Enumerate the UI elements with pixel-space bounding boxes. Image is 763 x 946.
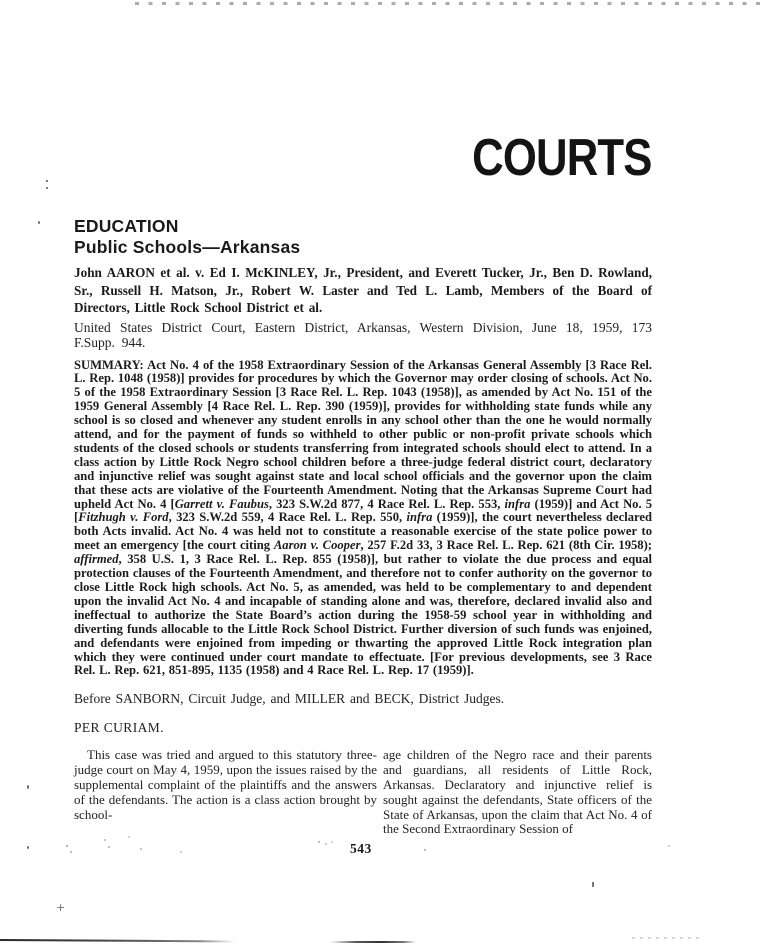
masthead (74, 129, 652, 187)
scan-speck-cluster (66, 845, 68, 847)
scan-line-artifact (0, 939, 236, 942)
case-summary: SUMMARY: Act No. 4 of the 1958 Extraordinary Session of the Arkansas General Assembly [3 Race Rel. L. Rep. 1048 (1958)] provides for procedures by which the Governor may order closing of schools. Act No. 5 of the 1958 Extraordinary Session [3 Race Rel. L. Rep. 1043 (1958)], as amended by Act No. 151 of the 1959 General Assembly [4 Race Rel. L. Rep. 390 (1959)], provides for withholding state funds while any school is so closed and whenever any student enrolls in any school other than the one he would normally attend, and for the payment of funds so withheld to other public or non-profit private schools which students of the closed schools or students transferring from integrated schools should elect to attend. In a class action by Little Rock Negro school children before a three-judge federal district court, declaratory and injunctive relief was sought against state and local school officials and the governor upon the claim that these acts are violative of the Fourteenth Amendment. Noting that the Arkansas Supreme Court had upheld Act No. 4 [Garrett v. Faubus, 323 S.W.2d 877, 4 Race Rel. L. Rep. 553, infra (1959)] and Act No. 5 [Fitzhugh v. Ford, 323 S.W.2d 559, 4 Race Rel. L. Rep. 550, infra (1959)], the court nevertheless declared both Acts invalid. Act No. 4 was held not to constitute a reasonable exercise of the state police power to meet an emergency [the court citing Aaron v. Cooper, 257 F.2d 33, 3 Race Rel. L. Rep. 621 (8th Cir. 1958); affirmed, 358 U.S. 1, 3 Race Rel. L. Rep. 855 (1958)], but rather to violate the due process and equal protection clauses of the Fourteenth Amendment, and therefore not to confer authority on the governor to close Little Rock high schools. Act No. 5, as amended, was held to be complementary to and dependent upon the invalid Act No. 4 and incapable of standing alone and was, therefore, declared invalid also and ineffectual to authorize the State Board’s action during the 1958-59 school year in withholding and diverting funds allocable to the Little Rock School District. Further diversion of such funds was enjoined, and defendants were enjoined from impeding or thwarting the approved Little Rock integration plan which they were continued under court mandate to effectuate. [For previous developments, see 3 Race Rel. L. Rep. 621, 851-895, 1135 (1958) and 4 Race Rel. L. Rep. 17 (1959)]. (74, 357, 653, 678)
scan-speck (38, 221, 40, 224)
scan-line-artifact (632, 937, 702, 939)
case-caption: John AARON et al. v. Ed I. McKINLEY, Jr., President, and Everett Tucker, Jr., Ben D. Rowland, Sr., Russell H. Matson, Jr., Robert W. Laster and Ted L. Lamb, Members of the Board of Directors, Little Rock School District et al. (74, 265, 652, 315)
court-and-citation-line: United States District Court, Eastern District, Arkansas, Western Division, June 18, 1959, 173 F.Supp. 944. (74, 319, 652, 350)
scan-plus-mark: + (56, 901, 66, 914)
scan-tick-mark (592, 882, 594, 887)
scan-speck-cluster (318, 841, 320, 843)
scan-speck (46, 180, 48, 182)
judges-line: Before SANBORN, Circuit Judge, and MILLER and BECK, District Judges. (74, 691, 505, 707)
section-heading-block (74, 216, 652, 257)
section-category: EDUCATION (74, 216, 179, 236)
page-number: 543 (350, 841, 372, 856)
page-content (74, 0, 652, 837)
opinion-columns (74, 741, 652, 837)
scan-speck (27, 785, 29, 789)
masthead-title: COURTS (472, 129, 652, 187)
opinion-left-paragraph: This case was tried and argued to this statutory three-judge court on May 4, 1959, upon the issues raised by the supplemental complaint of the plaintiffs and the answers of the defendants. The action is a class action brought by school- (74, 747, 377, 822)
opinion-left-column (74, 741, 377, 837)
section-topic: Public Schools—Arkansas (74, 236, 301, 257)
opinion-right-paragraph: age children of the Negro race and their parents and guardians, all residents of Little Rock, Arkansas. Declaratory and injunctive relief is sought against the defendants, State officers of the State of Arkansas, upon the claim that Act No. 4 of the Second Extraordinary Session of (383, 747, 652, 837)
per-curiam-heading: PER CURIAM. (74, 720, 164, 736)
scan-line-artifact (330, 941, 416, 943)
opinion-right-column (383, 741, 652, 837)
scan-speck (27, 846, 29, 849)
scan-speck (424, 849, 426, 851)
